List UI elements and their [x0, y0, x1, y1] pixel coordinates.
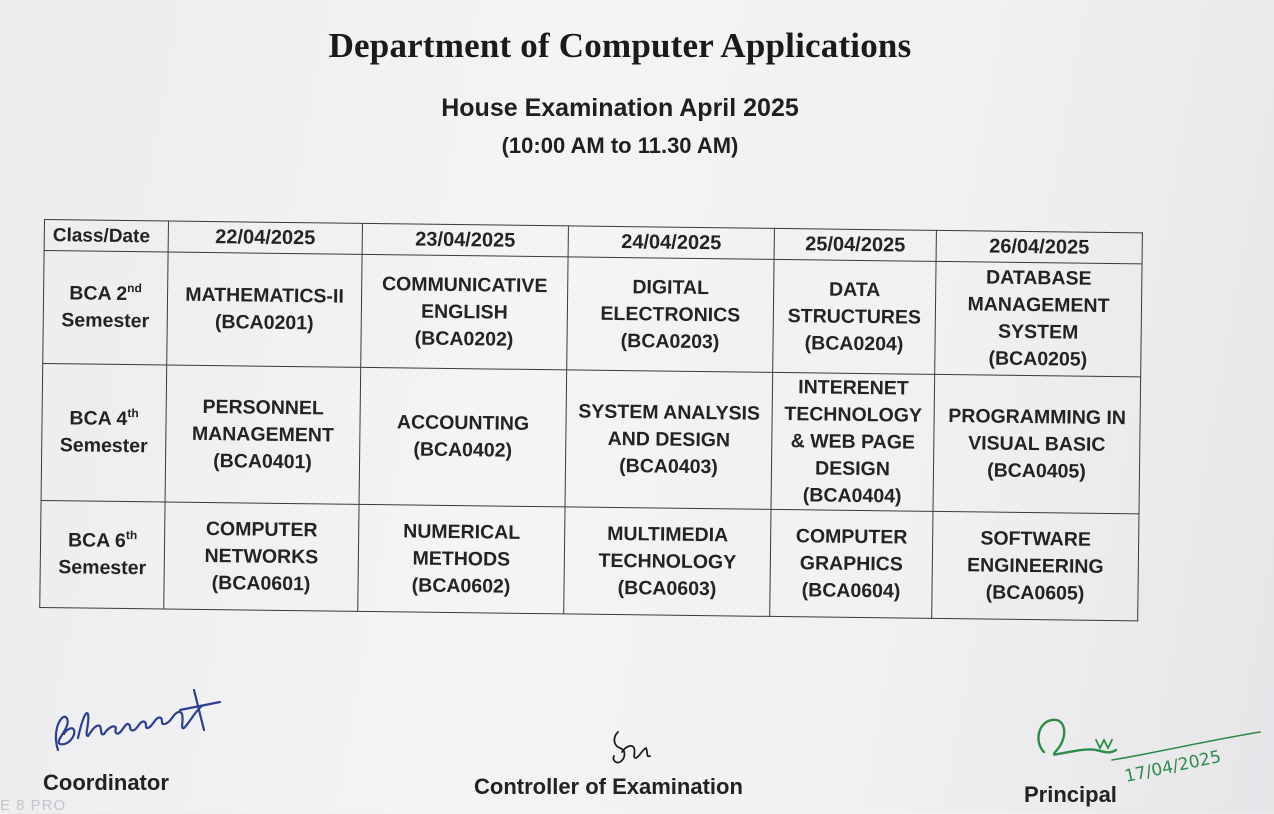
camera-watermark: E 8 PRO	[0, 797, 67, 814]
subject-code: (BCA0605)	[985, 581, 1085, 605]
subject-cell	[164, 502, 359, 611]
subject-cell	[358, 504, 565, 614]
date-header: 26/04/2025	[936, 230, 1142, 264]
subject-cell	[359, 367, 567, 507]
table-row	[40, 500, 1139, 620]
page-title: Department of Computer Applications	[328, 26, 912, 65]
subject-name: MATHEMATICS-II	[185, 283, 344, 308]
subject-cell	[773, 259, 936, 374]
subject-cell	[935, 261, 1142, 377]
class-cell	[43, 251, 168, 366]
subject-code: (BCA0603)	[617, 576, 717, 600]
schedule-table	[39, 219, 1143, 621]
subject-code: (BCA0402)	[413, 438, 513, 462]
table-row	[43, 251, 1142, 377]
subject-cell	[361, 254, 568, 370]
subject-name: SOFTWARE ENGINEERING	[966, 526, 1104, 578]
principal-signature	[1030, 712, 1270, 792]
subject-name: COMPUTER NETWORKS	[204, 517, 319, 568]
controller-label: Controller of Examination	[474, 774, 743, 799]
exam-timing: (10:00 AM to 11.30 AM)	[501, 133, 739, 158]
subject-code: (BCA0604)	[801, 578, 901, 602]
subject-code: (BCA0403)	[619, 454, 718, 478]
date-header: 22/04/2025	[168, 221, 362, 254]
class-ordinal: th	[127, 406, 139, 421]
subject-code: (BCA0601)	[211, 571, 311, 595]
subject-cell	[167, 252, 362, 367]
subject-code: (BCA0404)	[802, 483, 902, 507]
principal-label: Principal	[1024, 782, 1117, 807]
subject-name: MULTIMEDIA TECHNOLOGY	[598, 522, 737, 573]
subject-name: COMMUNICATIVE ENGLISH	[381, 272, 548, 324]
subject-cell	[771, 372, 935, 511]
corner-header: Class/Date	[44, 220, 168, 253]
timetable	[39, 219, 1142, 621]
coordinator-signature	[44, 680, 234, 760]
date-header: 24/04/2025	[568, 226, 774, 260]
class-cell	[41, 363, 167, 502]
class-ordinal: nd	[127, 281, 142, 296]
class-semester: Semester	[59, 434, 148, 458]
subject-name: INTERENET TECHNOLOGY & WEB PAGE DESIGN	[784, 375, 923, 480]
class-ordinal: th	[125, 528, 138, 543]
subject-name: DATA STRUCTURES	[787, 278, 922, 329]
subject-code: (BCA0401)	[213, 449, 313, 473]
subject-code: (BCA0204)	[804, 331, 904, 356]
subject-name: PERSONNEL MANAGEMENT	[191, 395, 334, 447]
subject-name: DATABASE MANAGEMENT SYSTEM	[967, 266, 1110, 344]
subject-cell	[933, 374, 1141, 514]
subject-code: (BCA0405)	[987, 459, 1086, 483]
subject-code: (BCA0202)	[414, 327, 514, 351]
subject-cell	[165, 365, 361, 504]
subject-cell	[770, 509, 933, 618]
subject-code: (BCA0602)	[411, 574, 511, 598]
exam-title: House Examination April 2025	[441, 94, 799, 122]
subject-name: PROGRAMMING IN VISUAL BASIC	[948, 404, 1127, 456]
coordinator-label: Coordinator	[43, 770, 169, 795]
subject-cell	[932, 511, 1139, 621]
class-semester: Semester	[58, 556, 147, 580]
date-header: 23/04/2025	[362, 223, 568, 257]
class-name: BCA 4	[69, 407, 128, 431]
class-cell	[40, 500, 165, 609]
class-name: BCA 2	[69, 282, 128, 306]
subject-name: SYSTEM ANALYSIS AND DESIGN	[578, 400, 761, 451]
subject-code: (BCA0201)	[214, 311, 314, 335]
table-row	[41, 363, 1141, 513]
controller-signature	[606, 722, 656, 772]
subject-code: (BCA0205)	[988, 347, 1088, 371]
subject-name: DIGITAL ELECTRONICS	[600, 275, 741, 327]
subject-name: COMPUTER GRAPHICS	[795, 524, 908, 576]
class-name: BCA 6	[67, 529, 126, 553]
subject-name: NUMERICAL METHODS	[403, 519, 521, 571]
subject-cell	[564, 507, 771, 617]
subject-cell	[567, 257, 774, 373]
class-semester: Semester	[61, 309, 150, 333]
principal-signature-date: 17/04/2025	[1122, 746, 1223, 787]
subject-name: ACCOUNTING	[396, 411, 530, 435]
date-header: 25/04/2025	[774, 228, 936, 261]
subject-cell	[565, 370, 773, 510]
subject-code: (BCA0203)	[620, 329, 720, 353]
